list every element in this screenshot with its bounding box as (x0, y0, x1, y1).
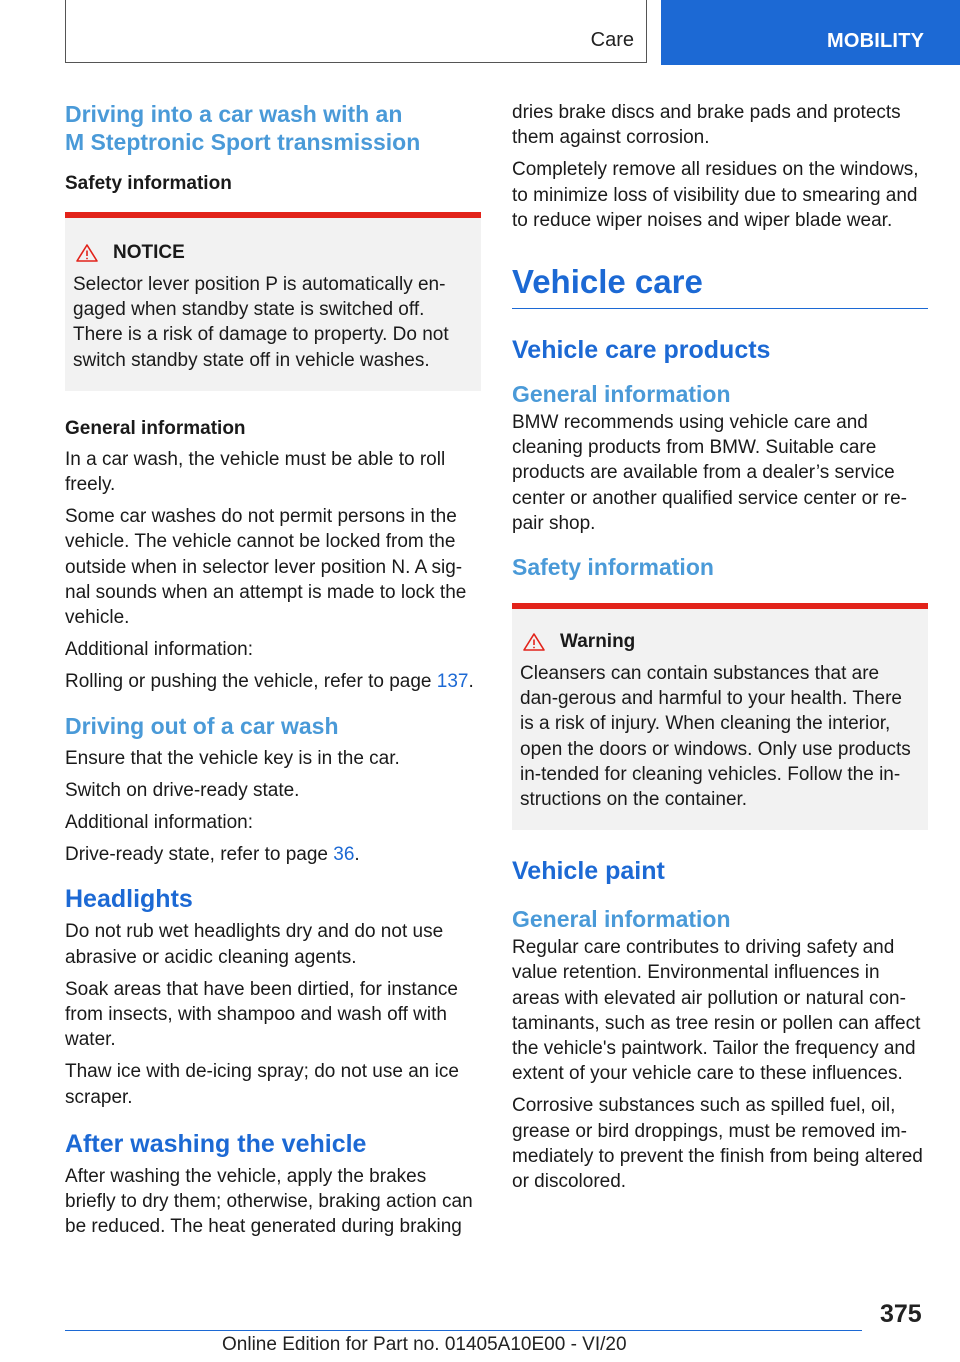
paragraph-headlights-2: Soak areas that have been dirtied, for instance from insects, with shampoo and wash off with water. (65, 978, 458, 1051)
warning-triangle-icon (75, 243, 99, 263)
notice-title: NOTICE (73, 242, 473, 264)
notice-text: Selector lever position P is automatically en-gaged when standby state is switched off. There is a risk of damage to property. Do not switch standby state off in vehicle washes. (73, 274, 449, 371)
safety-information-label: Safety information (65, 173, 232, 194)
warning-text: Cleansers can contain substances that are dan-gerous and harmful to your health. There is a risk of injury. When cleaning the interior, open the doors or windows. Only use products in-tended for cleaning vehicles. Follow the in-structions on the container. (520, 663, 911, 811)
header-box (65, 0, 647, 63)
paragraph-brake-continued: dries brake discs and brake pads and protects them against corrosion. (512, 102, 901, 149)
warning-box (512, 603, 928, 830)
notice-box (65, 212, 481, 391)
paragraph-bmw-recommends: BMW recommends using vehicle care and cleaning products from BMW. Suitable care products are available from a dealer’s service center or another qualified service center or re-pair shop. (512, 412, 907, 534)
header-chapter-tab[interactable]: MOBILITY (661, 0, 960, 65)
footer-edition: Online Edition for Part no. 01405A10E00 - VI/20 (222, 1334, 627, 1355)
page-number: 375 (880, 1300, 922, 1328)
general-information-label: General information (65, 417, 246, 439)
paragraph-persons: Some car washes do not permit persons in the vehicle. The vehicle cannot be locked from the outside when in selector lever position N. A sig-nal sounds when an attempt is made to lock the vehicle. (65, 506, 467, 629)
heading-car-wash: Driving into a car wash with an M Steptronic Sport transmission (65, 101, 421, 155)
paragraph-rolling: Rolling or pushing the vehicle, refer to page 137. (65, 671, 474, 693)
heading-after-washing: After washing the vehicle (65, 1129, 367, 1158)
paragraph-headlights-1: Do not rub wet headlights dry and do not use abrasive or acidic cleaning agents. (65, 921, 444, 968)
paragraph-regular-care: Regular care contributes to driving safety and value retention. Environmental influences in areas with elevated air pollution or natural con-taminants, such as tree resin or pollen can affect the vehicle's paintwork. Tailor the frequency and extent of your vehicle care to these influences. (512, 937, 921, 1085)
heading-safety-information: Safety information (512, 554, 714, 581)
warning-triangle-icon (522, 632, 546, 652)
paragraph-roll: In a car wash, the vehicle must be able to roll freely. (65, 448, 446, 496)
paragraph-additional-1: Additional information: (65, 639, 253, 661)
heading-general-information-1: General information (512, 381, 731, 408)
paragraph-headlights-3: Thaw ice with de-icing spray; do not use an ice scraper. (65, 1061, 459, 1108)
paragraph-drive-ready: Drive-ready state, refer to page 36. (65, 844, 360, 866)
footer-rule (65, 1330, 862, 1331)
heading-care-products: Vehicle care products (512, 336, 771, 365)
header-section: Care (590, 29, 634, 51)
paragraph-additional-2: Additional information: (65, 812, 253, 834)
heading-driving-out: Driving out of a car wash (65, 712, 339, 739)
warning-title: Warning (520, 631, 920, 653)
heading-vehicle-paint: Vehicle paint (512, 857, 665, 886)
heading-general-information-2: General information (512, 906, 731, 933)
paragraph-corrosive: Corrosive substances such as spilled fuel, oil, grease or bird droppings, must be removed im-mediately to prevent the finish from being altered or discolored. (512, 1095, 923, 1193)
page-link-137[interactable]: 137 (436, 671, 469, 693)
heading-headlights: Headlights (65, 885, 193, 914)
heading-vehicle-care: Vehicle care (512, 263, 703, 301)
paragraph-windows: Completely remove all residues on the windows, to minimize loss of visibility due to smearing and to reduce wiper noises and wiper blade wear. (512, 159, 919, 231)
left-column (65, 100, 481, 1246)
paragraph-key: Ensure that the vehicle key is in the car. (65, 747, 400, 769)
paragraph-switch: Switch on drive-ready state. (65, 779, 300, 801)
heading-vehicle-care-wrapper (512, 262, 928, 309)
page-link-36[interactable]: 36 (333, 844, 355, 866)
right-column (512, 100, 928, 1201)
paragraph-after-washing: After washing the vehicle, apply the brakes briefly to dry them; otherwise, braking action can be reduced. The heat generated during braking (65, 1165, 473, 1238)
